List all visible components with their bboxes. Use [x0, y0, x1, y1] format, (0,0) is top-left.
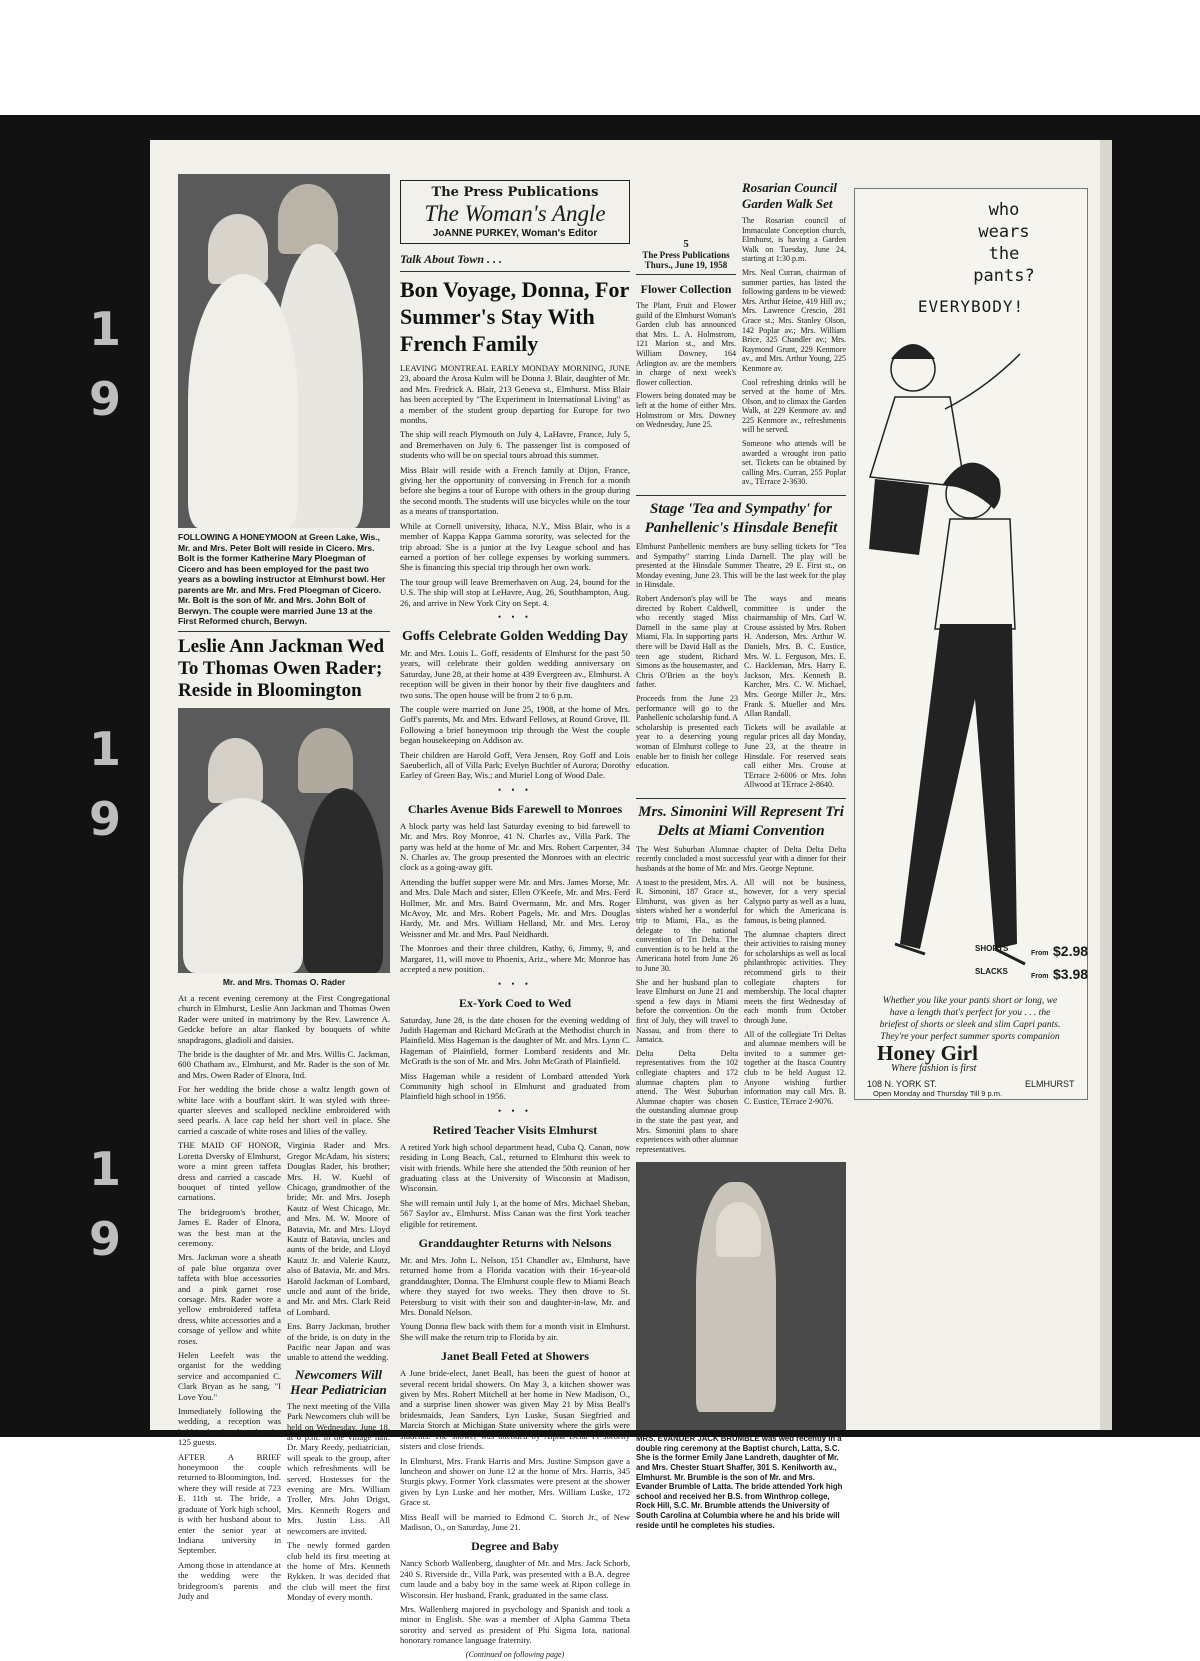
newspaper-page: [150, 140, 1100, 1659]
year-digit: 1: [88, 302, 121, 356]
article-paragraph: A block party was held last Saturday evening to bid farewell to Mr. and Mrs. Roy Monroe, 41 N. Charles av., Villa Park. The party was held at the home of Mr. and Mrs. Robert Carpenter, 34 N. Charles av. The group presented the Monroes with an electric clock as a going-away gift.: [400, 820, 630, 873]
honey-girl-ad: [854, 188, 1088, 1100]
figure-slacks: [900, 624, 1017, 949]
year-digit: 9: [88, 372, 121, 426]
article-paragraph: The Plant, Fruit and Flower guild of the Elmhurst Woman's Garden club has announced that Mrs. L. A. Holmstrom, 121 Marion st., and Mrs. William Downey, 164 Arlington av. are the members in charge of next week's flower collection.: [636, 301, 736, 387]
dateline-date: Thurs., June 19, 1958: [644, 260, 728, 270]
shorts-price: $2.98: [1053, 943, 1089, 959]
headline-newcomers: Newcomers Will Hear Pediatrician: [290, 1366, 387, 1397]
ad-brand: Honey Girl: [877, 1041, 978, 1065]
article-paragraph: The alumnae chapters direct their activities to raising money for scholarships as well as local philanthropic activities. They recommend girls to their collegiate chapters for membership. The local chapter meets the first Wednesday of each month from October through June.: [744, 929, 846, 1025]
article-paragraph: Mr. and Mrs. John L. Nelson, 151 Chandler av., Elmhurst, have returned home from a Florida vacation with their 16-year-old granddaughter, Donna. The Elmhurst couple flew to Miami Beach where they stayed for two weeks. They then drove to St. Petersburg to visit with their son and daughter-in-law, Mr. and Mrs. Donald Nelson.: [400, 1255, 630, 1318]
article-paragraph: At a recent evening ceremony at the First Congregational church in Elmhurst, Leslie Ann Jackman and Thomas Owen Rader were united in matrimony by the Rev. Lawrence A. Gedcke before an altar flanked by bouquets of white snapdragons, gladioli and daisies.: [178, 993, 390, 1045]
article-paragraph: The West Suburban Alumnae chapter of Delta Delta Delta recently concluded a most successful year with a dinner for their husbands at the home of Mr. and Mrs. George Neptune.: [636, 844, 846, 874]
article-paragraph: Proceeds from the June 23 performance will go to the Panhellenic scholarship fund. A scholarship is presented each year to a deserving young woman of Elmhurst college to enable her to finish her college education.: [636, 693, 738, 771]
bride-photo-brumble: [636, 1162, 846, 1430]
fashion-illustration: [855, 319, 1087, 999]
slacks-price: $3.98: [1053, 966, 1089, 982]
article-paragraph: Elmhurst Panhellenic members are busy selling tickets for "Tea and Sympathy" starring Linda Darnell. The play will be presented at the Hinsdale Summer Theatre, 29 E. First st., on Monday evening, June 23. This will be the last week for the play in Hinsdale.: [636, 542, 846, 590]
photo-caption: MRS. EVANDER JACK BRUMBLE was wed recently in a double ring ceremony at the Baptist church, Latta, S.C. She is the former Emily Jane Landreth, daughter of Mr. and Mrs. Chester Stuart Shaffer, 301 S. Kenilworth av., Elmhurst. Mr. Brumble is the son of Mr. and Mrs. Evander Brumble of Latta. The bride attended York high school and received her B.S. from Winthrop college, Rock Hill, S.C. Mr. Brumble attends the University of South Carolina at Columbia where he and his bride will reside until he completes his studies.: [636, 1434, 843, 1530]
ad-headline-line: wears: [978, 222, 1030, 242]
ad-tagline: Where fashion is first: [891, 1063, 977, 1074]
article-paragraph: Nancy Schorb Wallenberg, daughter of Mr. and Mrs. Jack Schorb, 240 S. Riverside dr., Villa Park, was presented with a B.A. degree cum laude and a baby boy in the same week at Ripon college in Wisconsin. Her husband, Frank, graduated in the same class.: [400, 1558, 630, 1600]
headline-tri-delts: Mrs. Simonini Will Represent Tri Delts at Miami Convention: [638, 803, 844, 839]
article-paragraph: AFTER A BRIEF honeymoon the couple returned to Bloomington, Ind. where they will reside at 723 E. 11th st. The bride, a graduate of York high school, is with her husband about to enter the senior year at Indiana university in September.: [178, 1451, 281, 1556]
divider: [400, 271, 630, 272]
left-column: [178, 174, 390, 1607]
divider: [636, 798, 846, 799]
separator: • • •: [498, 784, 532, 795]
article-paragraph: Miss Hageman while a resident of Lombard attended York Community high school in Elmhurst and graduated from Plainfield high school in 1956.: [400, 1070, 630, 1102]
article-paragraph: The Monroes and their three children, Kathy, 6, Jimmy, 9, and Margaret, 11, will move to Phoenix, Ariz., where Mr. Monroe has accepted a new position.: [400, 943, 630, 975]
groom-suit: [303, 788, 383, 973]
bride-gown: [188, 274, 298, 528]
divider: [636, 495, 846, 496]
ad-copy: Whether you like your pants short or long, we have a length that's perfect for you . . . the briefest of shorts or sleek and slim Capri pants. They're your perfect summer sports companion: [879, 996, 1061, 1042]
right-column: [636, 176, 846, 1530]
article-paragraph: For her wedding the bride chose a waltz length gown of white lace with a bouffant skirt. It was styled with three-quarter sleeves and scalloped neckline embroidered with seed pearls. A lace cap held her short veil in place. She carried a cascade of white roses and lilies of the valley.: [178, 1084, 390, 1136]
separator: • • •: [498, 978, 532, 989]
groom-head: [278, 184, 338, 254]
article-paragraph: Mrs. Neal Curran, chairman of summer parties, has listed the following gardens to be viewed: Mrs. Arthur Heine, 419 Hill av.; Mrs. Lawrence Crescio, 281 Grace st.; Mrs. Stanley Olson, 142 Poplar av.; Mrs. William Brice, 325 Chandler av.; Mrs. Raymond Grunt, 229 Kenmore av., and Mrs. Arthur Young, 225 Kenmore av.: [742, 267, 846, 373]
headline-flower: Flower Collection: [640, 282, 732, 296]
year-digit: 1: [88, 722, 121, 776]
article-paragraph: Delta Delta Delta representatives from the 102 collegiate chapters and 172 alumnae chapters plan to attend. The West Suburban Alumnae chapter was chosen the outstanding alumnae group in the state the past year, and Mrs. Simonini plans to share experiences with other alumnae representatives.: [636, 1048, 738, 1154]
page-number: 5: [683, 238, 689, 250]
ad-address: 108 N. YORK ST.: [867, 1079, 937, 1089]
article-paragraph: Saturday, June 28, is the date chosen for the evening wedding of Judith Hageman and Richard McGrath at the Methodist church in Plainfield. Miss Hageman is the daughter of Mr. and Mrs. Lynn C. Hageman of Plainfield, former Lombard residents and Mr. McGrath is the son of Mr. and Mrs. John McGrath of Plainfield.: [400, 1014, 630, 1067]
article-paragraph: Helen Leefelt was the organist for the wedding service and accompanied C. Clark Bryan as he sang, "I Love You.": [178, 1350, 281, 1402]
headline-degree: Degree and Baby: [471, 1539, 559, 1554]
article-paragraph: Mrs. Jackman wore a sheath of pale blue organza over taffeta with blue accessories and a pink garnet rose corsage. Mrs. Rader wore a yellow embroidered taffeta dress, white accessories and a corsage of yellow and white roses.: [178, 1252, 281, 1346]
article-paragraph: Miss Beall will be married to Edmond C. Storch Jr., of New Madison, O., on Saturday, June 21.: [400, 1511, 630, 1532]
headline-granddaughter: Granddaughter Returns with Nelsons: [418, 1236, 612, 1250]
figure-blouse: [935, 519, 1015, 629]
article-paragraph: Mrs. Wallenberg majored in psychology and Spanish and took a minor in English. She was a member of Alpha Gamma Theta sorority and served as president of Phi Sigma Iota, national honorary romance language fraternity.: [400, 1603, 630, 1646]
photo-caption: Mr. and Mrs. Thomas O. Rader: [222, 976, 346, 987]
dateline-publication: The Press Publications: [642, 250, 730, 260]
headline-goffs: Goffs Celebrate Golden Wedding Day: [401, 628, 629, 644]
article-paragraph: All of the collegiate Tri Deltas and alumnae members will be invited to a summer get-together at the Itasca Country club to be held August 12. Anyone wishing further information may call Mrs. B. C. Eustice, TErrace 2-9076.: [744, 1029, 846, 1106]
article-paragraph: Immediately following the wedding, a reception was held in the church parlors for 125 guests.: [178, 1406, 281, 1448]
ad-hours: Open Monday and Thursday Till 9 p.m.: [873, 1089, 1003, 1098]
headline-tea-sympathy: Stage 'Tea and Sympathy' for Panhellenic's Hinsdale Benefit: [644, 501, 838, 537]
article-paragraph: Miss Blair will reside with a French family at Dijon, France, giving her the opportunity of conversing in French for a month before she begins a tour of Europe with others in the group during the second month. The students will use bicycles while on the tour as a means of transportation.: [400, 464, 630, 517]
article-paragraph: Their children are Harold Goff, Vera Jensen, Roy Goff and Lois Saeuberlich, all of Villa Park; Evelyn Buchtler of Aurora; Dorothy Earley of Green Bay, Wis.; and Muriel Long of Wood Dale.: [400, 749, 630, 781]
article-paragraph: A retired York high school department head, Cuba Q. Canan, now residing in Long Beach, Cal., returned to Elmhurst this week to visit with friends. While here she attended the 50th reunion of her graduating class at the University of Wisconsin at Madison, Wisconsin.: [400, 1141, 630, 1194]
figure-hair: [891, 344, 935, 359]
article-paragraph: The bride is the daughter of Mr. and Mrs. Willis C. Jackman, 600 Chatham av., Elmhurst, and Mr. Rader is the son of Mr. and Mrs. Owen Rader of Elnora, Ind.: [178, 1049, 390, 1080]
groom-head: [298, 728, 353, 793]
section-kicker: Talk About Town . . .: [400, 252, 503, 266]
article-paragraph: All will not be business, however, for a very special Calypso party as well as a luau, for which the Americana is famous, is being planned.: [744, 877, 846, 926]
separator: • • •: [498, 611, 532, 622]
article-paragraph: A toast to the president, Mrs. A. R. Simonini, 187 Grace st., Elmhurst, was given as her sisters wished her a wonderful trip to Miami, Fla., as the delegate to the national convention of Tri Delta. The convention is to be held at the Americana hotel from June 26 to June 30.: [636, 877, 738, 973]
ad-headline-line: the: [988, 244, 1020, 264]
ad-headline-line: pants?: [973, 266, 1035, 286]
article-paragraph: The couple were married on June 25, 1908, at the home of Mrs. Goff's parents, Mr. and Mrs. Edward Fellows, at Round Grove, Ill. Following a brief honeymoon trip through the West the couple began housekeeping on Addison av.: [400, 703, 630, 746]
article-paragraph: A June bride-elect, Janet Beall, has been the guest of honor at several recent bridal showers. On May 3, a kitchen shower was given by Mrs. Robert Mitchell at her home in New Madison, O., and a surprise linen shower was given May 21 by Miss Beall's bridesmaids, Jean Sanders, Lyn Luske, Susan Siegfried and Marcia Storch at Michigan State university where the girls were students. The shower was attended by Alpha Delta Pi sorority sisters and close friends.: [400, 1368, 630, 1452]
article-paragraph: The tour group will leave Bremerhaven on Aug. 24, bound for the U.S. The ship will stop at LeHavre, Aug. 26, Southhampton, Aug. 26, and arrive in New York City on Sept. 4.: [400, 576, 630, 608]
bride-face: [716, 1202, 761, 1257]
shorts-from: From: [1031, 950, 1049, 957]
article-paragraph: She will remain until July 1, at the home of Mrs. Michael Sheban, 567 Saylor av., Elmhurst. Miss Canan was the first York teacher eligible for retirement.: [400, 1197, 630, 1229]
article-paragraph: The Rosarian council of Immaculate Conception church, Elmhurst, is having a Garden Walk on Tuesday, June 24, starting at 1:30 p.m.: [742, 216, 846, 264]
figure-shorts: [869, 479, 929, 555]
masthead-publication: The Press Publications: [431, 185, 599, 200]
year-digit: 1: [88, 1142, 121, 1196]
bride-head: [208, 738, 263, 803]
year-digit: 9: [88, 792, 121, 846]
slacks-from: From: [1031, 973, 1049, 980]
shorts-label: SHORTS: [975, 944, 1009, 953]
article-paragraph: The newly formed garden club held its first meeting at the home of Mrs. Kenneth Rykken. It was decided that the club will meet the first Monday of every month.: [287, 1540, 390, 1603]
figure-blouse: [870, 397, 965, 487]
article-paragraph: Attending the buffet supper were Mr. and Mrs. James Morse, Mr. and Mrs. Dale Mach and sister, Ellen O'Keefe, Mr. and Mrs. Ferd Hollmer, Mr. and Mrs. Baird Overmann, Mr. and Mrs. Roger McAvoy, Mr. and Mrs. Robert Pagels, Mr. and Mrs. Douglas Hardy, Mr. and Mrs. William Helland, Mr. and Mrs. Leroy Weissner and Mr. and Mrs. Paul Neidhardt.: [400, 876, 630, 939]
article-paragraph: Flowers being donated may be left at the home of either Mrs. Holmstrom or Mrs. Downey on Wednesday, June 25.: [636, 391, 736, 430]
article-paragraph: While at Cornell university, Ithaca, N.Y., Miss Blair, who is a member of Kappa Kappa Gamma sorority, was selected for the trip abroad. She is a junior at the Ivy League school and has earned a portion of her college expenses by working summers. She is financing this special trip through her own work.: [400, 520, 630, 573]
article-paragraph: Ens. Barry Jackman, brother of the bride, is on duty in the Pacific near Japan and was unable to attend the wedding.: [287, 1321, 390, 1363]
page-edge: [1100, 140, 1112, 1430]
article-paragraph: Mr. and Mrs. Louis L. Goff, residents of Elmhurst for the past 50 years, will celebrate their golden wedding anniversary on Saturday, June 28, at their home at 439 Evergreen av., Elmhurst. A reception will be given in their honor by their five daughters and two sons. The open house will be from 2 to 6 p.m.: [400, 647, 630, 700]
figure-arm: [945, 354, 1020, 409]
wedding-photo-bolt: [178, 174, 390, 528]
headline-rosarian: Rosarian Council Garden Walk Set: [742, 180, 838, 211]
article-paragraph: In Elmhurst, Mrs. Frank Harris and Mrs. Justine Simpson gave a luncheon and shower on June 12 at the home of Mrs. Harris, 345 Sturgis pkwy. Former York classmates were present at the shower given by Lyn Luske and her mother, Mrs. William Luske, 172 Grace st.: [400, 1455, 630, 1508]
ad-headline-line: who: [988, 200, 1020, 220]
article-paragraph: Someone who attends will be awarded a wrought iron patio set. Tickets can be obtained by calling Mrs. Curran, 255 Poplar av., TErrace 2-3630.: [742, 439, 846, 487]
photo-caption: FOLLOWING A HONEYMOON at Green Lake, Wis., Mr. and Mrs. Peter Bolt will reside in Cicero. Mrs. Bolt is the former Katherine Mary Ploegman of Cicero and has been employed for the past two years as a bowling instructor at Elmhurst bowl. Her parents are Mr. and Mrs. Fred Ploegman of Cicero. Mr. Bolt is the son of Mr. and Mrs. John Bolt of Berwyn. The couple were married June 13 at the First Reformed church, Berwyn.: [178, 532, 386, 626]
year-digit: 9: [88, 1212, 121, 1266]
article-paragraph: LEAVING MONTREAL EARLY MONDAY MORNING, JUNE 23, aboard the Arosa Kulm will be Donna J. Blair, daughter of Mr. and Mrs. Fredrick A. Blair, 213 Geneva st., Elmhurst. Miss Blair has been accepted by "The Experiment in International Living" as a member of the student group departing for Europe for two months.: [400, 363, 630, 426]
article-paragraph: Young Donna flew back with them for a month visit in Elmhurst. She will make the return trip to Florida by air.: [400, 1321, 630, 1342]
article-paragraph: The bridegroom's brother, James E. Rader of Elnora, was the best man at the ceremony.: [178, 1206, 281, 1248]
headline-teacher: Retired Teacher Visits Elmhurst: [432, 1122, 598, 1137]
ad-city: ELMHURST: [1025, 1079, 1075, 1089]
slacks-label: SLACKS: [975, 967, 1008, 976]
headline-beall: Janet Beall Feted at Showers: [441, 1349, 589, 1364]
masthead: [400, 180, 630, 244]
divider: [636, 274, 736, 275]
article-paragraph: Tickets will be available at regular prices all day Monday, June 23, at the theatre in Hinsdale. For reserved seats call either Mrs. Crouse at TErrace 2-6006 or Mrs. John Allwood at TErrace 2-8640.: [744, 722, 846, 790]
headline-bon-voyage: Bon Voyage, Donna, For Summer's Stay With French Family: [400, 277, 629, 356]
ad-slogan: EVERYBODY!: [917, 297, 1025, 316]
divider: [178, 631, 390, 632]
masthead-editor: JoANNE PURKEY, Woman's Editor: [432, 228, 598, 239]
continued-note: (Continued on following page): [465, 1649, 565, 1659]
article-paragraph: The next meeting of the Villa Park Newcomers club will be held on Wednesday, June 18, at 8 p.m. in the village hall. Dr. Mary Reedy, pediatrician, will speak to the group, after which refreshments will be served. Hostesses for the evening are Mrs. William Troller, Mrs. John Drigst, Mrs. Kenneth Rogers and Mrs. Justin Liss. All newcomers are invited.: [287, 1400, 390, 1536]
article-paragraph: Cool refreshing drinks will be served at the home of Mrs. Olson, and to climax the Garden Walk, at 229 Kenmore av. and 225 Kenmore av., refreshments will be served.: [742, 377, 846, 435]
separator: • • •: [498, 1105, 532, 1116]
article-paragraph: The ship will reach Plymouth on July 4, LaHavre, France, July 5, and Bremerhaven on July 6. The passenger list is composed of students who will be on special tours abroad this summer.: [400, 429, 630, 461]
article-paragraph: She and her husband plan to leave Elmhurst on June 21 and spend a few days in Miami before the convention. On the first of July, they will travel to Nassau, and from there to Jamaica.: [636, 977, 738, 1045]
masthead-title: The Woman's Angle: [424, 201, 606, 226]
article-paragraph: THE MAID OF HONOR, Loretta Dversky of Elmhurst, wore a mint green taffeta dress and carried a cascade bouquet of tinted yellow carnations.: [178, 1140, 281, 1203]
middle-column: [400, 180, 630, 1661]
bride-gown: [183, 798, 303, 973]
headline-york: Ex-York Coed to Wed: [458, 995, 572, 1010]
article-paragraph: Virginia Rader and Mrs. Gregor McAdam, his sisters; Douglas Rader, his brother; Mrs. H. W. Kuehl of Chicago, grandmother of the bride; Mr. and Mrs. Joseph Kautz of West Chicago, Mr. and Mrs. M. W. Moore of Batavia, Mr. and Mrs. Lloyd Kautz of Batavia, uncles and aunts of the bride, and Lloyd Kautz Jr. and Valerie Kautz, also of Batavia, Mr. and Mrs. Harold Jackman of Lombard, uncle and aunt of the bride, and Mr. and Mrs. Clark Reid of Lombard.: [287, 1140, 390, 1317]
headline-jackman: Leslie Ann Jackman Wed To Thomas Owen Rader; Reside in Bloomington: [178, 635, 385, 701]
article-paragraph: The ways and means committee is under the chairmanship of Mrs. Carl W. Crouse assisted by Mrs. Robert H. Anderson, Mrs. Arthur W. Daniels, Mrs. B. C. Eustice, Mrs. W. L. Ferguson, Mrs. E. C. Hackleman, Mrs. Harry E. Jackson, Mrs. Kenneth B. Karcher, Mrs. C. W. Michael, Mrs. George Miller Jr., Mrs. Frank S. Mueller and Mrs. Allan Randall.: [744, 594, 846, 719]
article-paragraph: Robert Anderson's play will be directed by Robert Caldwell, who recently staged Miss Darnell in the same play at Miami, Fla. In supporting parts there will be David Hall as the teen age student, Richard Simons as the housemaster, and Chris O'Brien as the boy's father.: [636, 594, 738, 690]
article-paragraph: Among those in attendance at the wedding were the bridegroom's parents and Judy and: [178, 1559, 281, 1601]
wedding-photo-rader: [178, 708, 390, 973]
headline-charles: Charles Avenue Bids Farewell to Monroes: [407, 801, 623, 816]
